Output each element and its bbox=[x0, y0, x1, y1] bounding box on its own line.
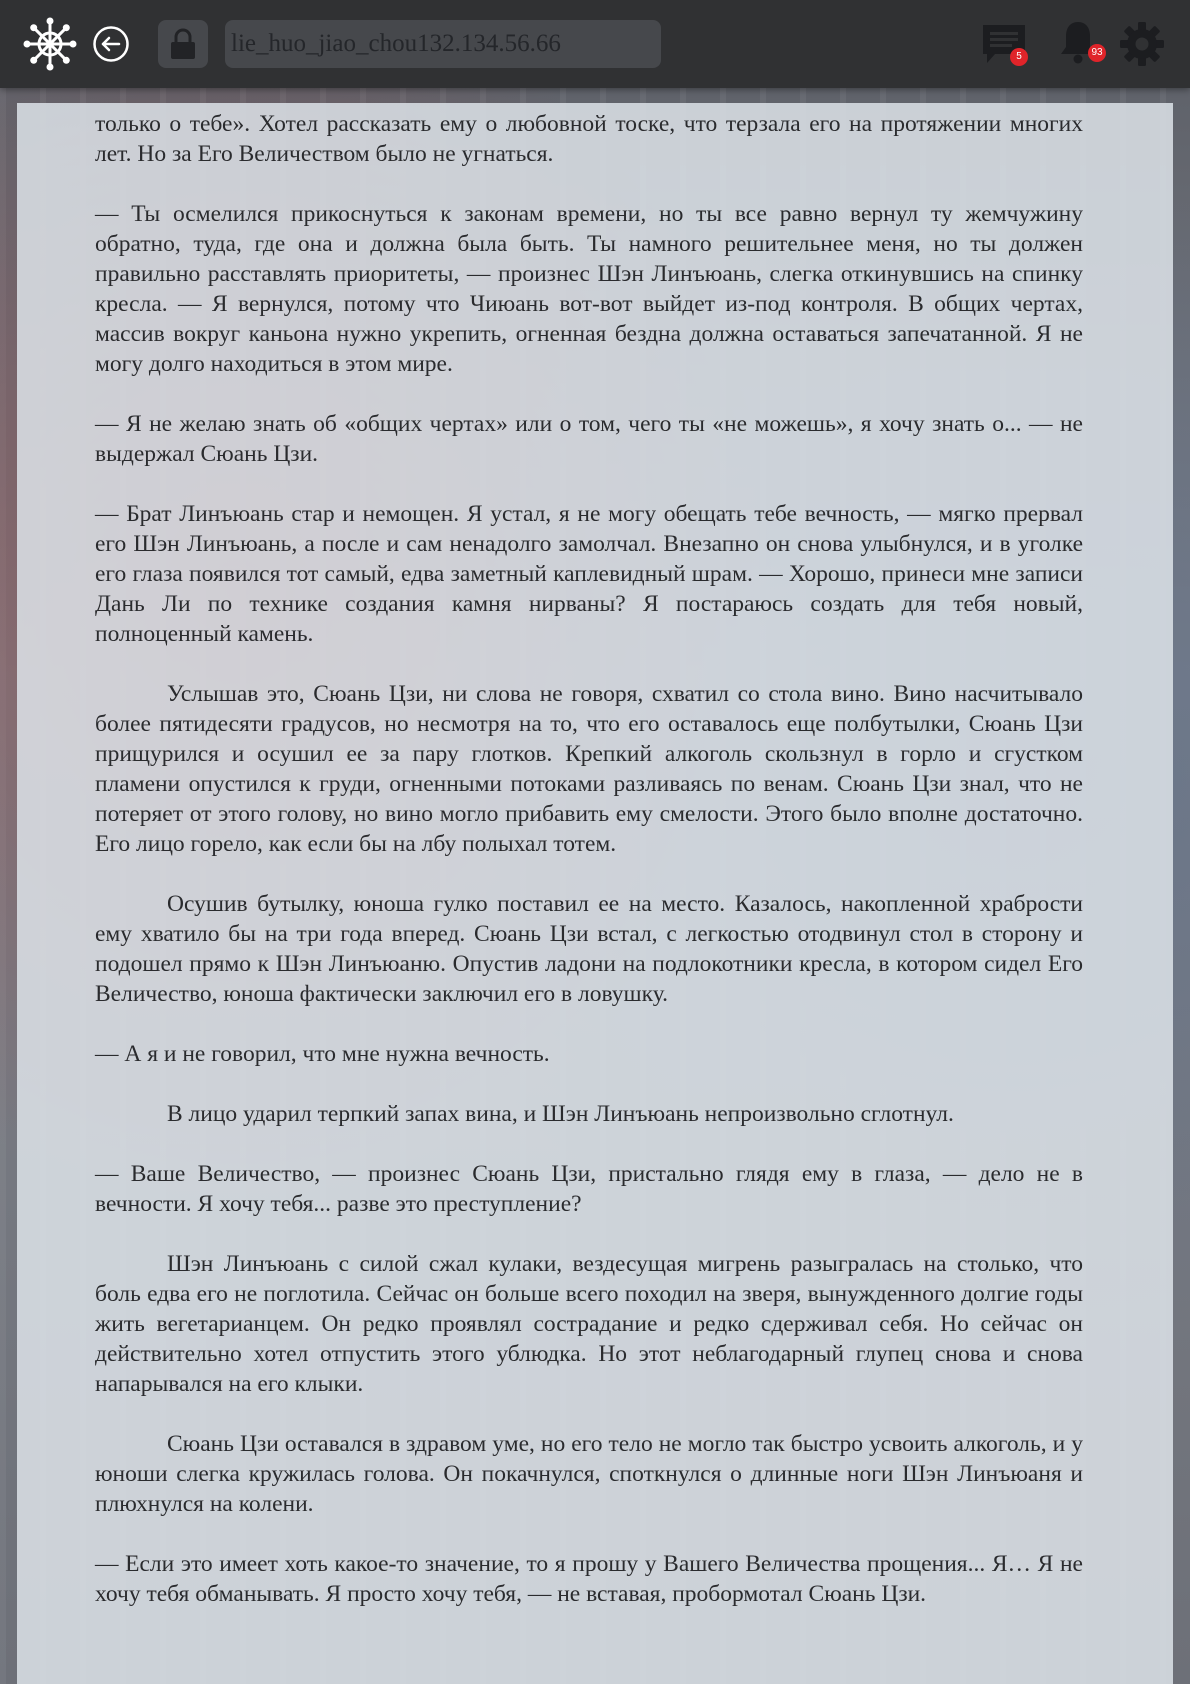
address-field[interactable] bbox=[225, 20, 661, 68]
paragraph: — А я и не говорил, что мне нужна вечность. bbox=[95, 1041, 550, 1067]
network-star-icon[interactable] bbox=[22, 16, 78, 72]
notifications-count-badge: 93 bbox=[1088, 44, 1106, 62]
paragraph: Шэн Линъюань с силой сжал кулаки, вездесущая мигрень разыгралась на столько, что боль едва его не поглотила. Сейчас он больше всего походил на зверя, вынужденного долгие годы жить вегетарианцем. Он редко проявлял сострадание и редко сдерживал себя. Но сейчас он действительно хотел отпустить этого ублюдка. Но этот неблагодарный глупец снова и снова напарывался на его клыки. bbox=[95, 1251, 1083, 1397]
lock-button[interactable] bbox=[158, 20, 208, 68]
back-button[interactable] bbox=[92, 25, 130, 63]
paragraph: В лицо ударил терпкий запах вина, и Шэн Линъюань непроизвольно сглотнул. bbox=[167, 1101, 954, 1127]
reading-panel[interactable] bbox=[17, 103, 1173, 1684]
paragraph: — Ты осмелился прикоснуться к законам времени, но ты все равно вернул ту жемчужину обратно, туда, где она и должна была быть. Ты намного решительнее меня, но ты должен правильно расставлять приоритеты, — произнес Шэн Линъюань, слегка откинувшись на спинку кресла. — Я вернулся, потому что Чиюань вот-вот выйдет из-под контроля. В общих чертах, массив вокруг каньона нужно укрепить, огненная бездна должна оставаться запечатанной. Я не могу долго находиться в этом мире. bbox=[95, 201, 1083, 377]
settings-button[interactable] bbox=[1118, 20, 1166, 68]
paragraph: только о тебе». Хотел рассказать ему о любовной тоске, что терзала его на протяжении многих лет. Но за Его Величеством было не угнаться. bbox=[95, 111, 1083, 167]
messages-button[interactable] bbox=[978, 20, 1030, 68]
paragraph: — Брат Линъюань стар и немощен. Я устал, я не могу обещать тебе вечность, — мягко прервал его Шэн Линъюань, а после и сам ненадолго замолчал. Внезапно он снова улыбнулся, и в уголке его глаза появился тот самый, едва заметный каплевидный шрам. — Хорошо, принеси мне записи Дань Ли по технике создания камня нирваны? Я постараюсь создать для тебя новый, полноценный камень. bbox=[95, 501, 1083, 647]
lock-icon bbox=[168, 28, 198, 60]
chapter-text bbox=[95, 109, 1083, 1609]
address-text: lie_huo_jiao_chou132.134.56.66 bbox=[231, 30, 561, 57]
arrow-left-circle-icon bbox=[92, 25, 130, 63]
notifications-button[interactable] bbox=[1056, 18, 1103, 66]
paragraph: Осушив бутылку, юноша гулко поставил ее на место. Казалось, накопленной храбрости ему хватило бы на три года вперед. Сюань Цзи встал, с легкостью отодвинул стол в сторону и подошел прямо к Шэн Линъюаню. Опустив ладони на подлокотники кресла, в котором сидел Его Величество, юноша фактически заключил его в ловушку. bbox=[95, 891, 1083, 1007]
gear-icon bbox=[1119, 21, 1165, 67]
paragraph: Сюань Цзи оставался в здравом уме, но его тело не могло так быстро усвоить алкоголь, и у юноши слегка кружилась голова. Он покачнулся, споткнулся о длинные ноги Шэн Линъюаня и плюхнулся на колени. bbox=[95, 1431, 1083, 1517]
paragraph: — Ваше Величество, — произнес Сюань Цзи, пристально глядя ему в глаза, — дело не в вечности. Я хочу тебя... разве это преступление? bbox=[95, 1161, 1083, 1217]
paragraph: — Если это имеет хоть какое-то значение, то я прошу у Вашего Величества прощения... Я… Я не хочу тебя обманывать. Я просто хочу тебя, — не вставая, пробормотал Сюань Цзи. bbox=[95, 1551, 1083, 1607]
paragraph: Услышав это, Сюань Цзи, ни слова не говоря, схватил со стола вино. Вино насчитывало более пятидесяти градусов, но несмотря на то, что его оставалось еще полбутылки, Сюань Цзи прищурился и осушил ее за пару глотков. Крепкий алкоголь скользнул в горло и сгустком пламени опустился к груди, огненными потоками разливаясь по венам. Сюань Цзи знал, что не потеряет от этого голову, но вино могло прибавить ему смелости. Этого было вполне достаточно. Его лицо горело, как если бы на лбу полыхал тотем. bbox=[95, 681, 1083, 857]
paragraph: — Я не желаю знать об «общих чертах» или о том, чего ты «не можешь», я хочу знать о... — не выдержал Сюань Цзи. bbox=[95, 411, 1083, 467]
top-bar bbox=[0, 0, 1190, 88]
messages-count-badge: 5 bbox=[1010, 48, 1028, 66]
